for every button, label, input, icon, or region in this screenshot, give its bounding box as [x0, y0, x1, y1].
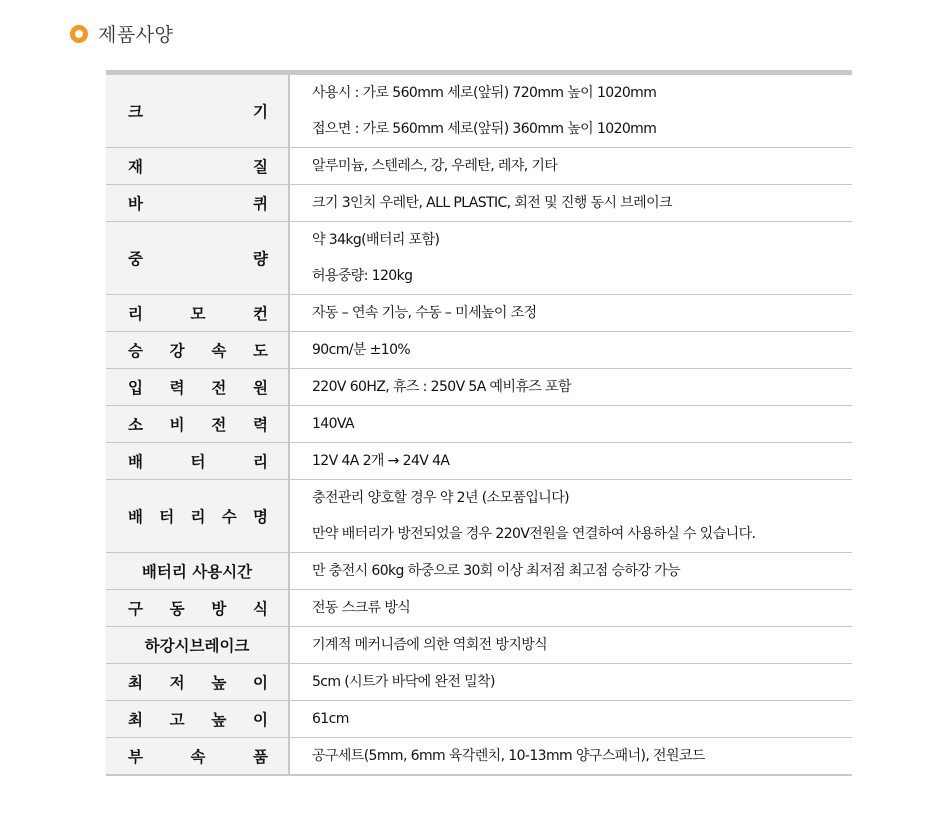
- spec-row: [106, 332, 852, 369]
- spec-label-cell: [106, 553, 289, 590]
- spec-value: 만약 배터리가 방전되었을 경우 220V전원을 연결하여 사용하실 수 있습니다.: [312, 526, 756, 542]
- spec-label-char: 크: [128, 103, 143, 121]
- spec-label-cell: [106, 627, 289, 664]
- spec-label-char: 중: [128, 250, 143, 268]
- spec-value-cell: [289, 443, 852, 480]
- spec-value: 공구세트(5mm, 6mm 육각렌치, 10-13mm 양구스패너), 전원코드: [312, 748, 705, 764]
- spec-label-char: 컨: [253, 305, 268, 323]
- spec-label-char: 강: [169, 342, 185, 360]
- spec-label-cell: [106, 148, 289, 185]
- spec-label: [106, 339, 288, 361]
- spec-label: 배터리 사용시간: [141, 563, 253, 581]
- spec-label-char: 바: [128, 195, 143, 213]
- spec-row: [106, 701, 852, 738]
- spec-row: [106, 73, 852, 148]
- spec-label-char: 품: [253, 748, 268, 766]
- spec-label-char: 터: [190, 453, 206, 471]
- spec-label: [106, 597, 288, 619]
- spec-label-char: 전: [211, 416, 227, 434]
- spec-value-cell: [289, 406, 852, 443]
- spec-row: [106, 148, 852, 185]
- spec-label-char: 배: [128, 508, 143, 526]
- spec-label-cell: [106, 185, 289, 222]
- spec-label-char: 식: [253, 600, 268, 618]
- spec-value-cell: [289, 332, 852, 369]
- spec-label-char: 고: [169, 711, 185, 729]
- spec-value-cell: [289, 627, 852, 664]
- circle-bullet-icon: [70, 25, 88, 43]
- spec-row: [106, 664, 852, 701]
- spec-label-cell: [106, 222, 289, 295]
- spec-label-char: 재: [128, 158, 143, 176]
- spec-value-cell: [289, 148, 852, 185]
- spec-label-char: 원: [253, 379, 268, 397]
- spec-value: 90cm/분 ±10%: [312, 342, 411, 358]
- spec-label-cell: [106, 664, 289, 701]
- spec-row: [106, 222, 852, 295]
- spec-label: [106, 745, 288, 767]
- spec-row: [106, 185, 852, 222]
- spec-value: 충전관리 양호할 경우 약 2년 (소모품입니다): [312, 490, 569, 506]
- spec-label-char: 터: [159, 508, 175, 526]
- spec-label-char: 이: [253, 674, 268, 692]
- spec-value: 약 34kg(배터리 포함): [312, 232, 440, 248]
- spec-label-char: 질: [253, 158, 268, 176]
- spec-label-char: 도: [253, 342, 268, 360]
- spec-label-cell: [106, 738, 289, 776]
- spec-value: 자동 – 연속 기능, 수동 – 미세높이 조정: [312, 305, 537, 321]
- spec-label-char: 승: [128, 342, 143, 360]
- spec-label-char: 구: [128, 600, 143, 618]
- spec-label-cell: [106, 73, 289, 148]
- spec-label: [106, 192, 288, 214]
- section-title: 제품사양: [98, 24, 174, 46]
- spec-label-char: 퀴: [253, 195, 268, 213]
- spec-row: [106, 627, 852, 664]
- spec-label-char: 최: [128, 711, 143, 729]
- spec-label: [106, 671, 288, 693]
- spec-label-char: 력: [253, 416, 268, 434]
- spec-value: 140VA: [312, 416, 354, 432]
- spec-label-char: 명: [253, 508, 268, 526]
- spec-value-cell: [289, 553, 852, 590]
- spec-row: [106, 553, 852, 590]
- spec-value-cell: [289, 369, 852, 406]
- spec-label-cell: [106, 701, 289, 738]
- spec-label-char: 속: [211, 342, 227, 360]
- spec-value: 220V 60HZ, 휴즈 : 250V 5A 예비휴즈 포함: [312, 379, 571, 395]
- spec-label-char: 이: [253, 711, 268, 729]
- spec-label-char: 리: [253, 453, 268, 471]
- spec-label: [106, 450, 288, 472]
- spec-value: 접으면 : 가로 560mm 세로(앞뒤) 360mm 높이 1020mm: [312, 121, 657, 137]
- spec-row: [106, 369, 852, 406]
- spec-label: [106, 505, 288, 527]
- section-header: [70, 20, 173, 47]
- spec-value-cell: [289, 701, 852, 738]
- spec-label-char: 비: [169, 416, 185, 434]
- spec-row: [106, 406, 852, 443]
- spec-value: 허용중량: 120kg: [312, 268, 413, 284]
- spec-row: [106, 295, 852, 332]
- spec-value-cell: [289, 222, 852, 295]
- spec-label-char: 입: [128, 379, 143, 397]
- spec-label-char: 전: [211, 379, 227, 397]
- spec-label: 하강시브레이크: [144, 637, 250, 655]
- spec-label-char: 소: [128, 416, 143, 434]
- spec-label-cell: [106, 590, 289, 627]
- spec-label-char: 기: [253, 103, 268, 121]
- spec-label-char: 리: [190, 508, 206, 526]
- spec-label-char: 수: [221, 508, 237, 526]
- spec-value-cell: [289, 738, 852, 776]
- spec-value-cell: [289, 480, 852, 553]
- spec-label: [106, 302, 288, 324]
- spec-label-cell: [106, 369, 289, 406]
- spec-label-char: 최: [128, 674, 143, 692]
- spec-value-cell: [289, 73, 852, 148]
- spec-label-cell: [106, 480, 289, 553]
- spec-value-cell: [289, 590, 852, 627]
- spec-label-char: 량: [253, 250, 268, 268]
- spec-label-char: 배: [128, 453, 143, 471]
- spec-label-cell: [106, 295, 289, 332]
- spec-label-char: 높: [211, 711, 227, 729]
- spec-label-char: 부: [128, 748, 143, 766]
- spec-label-char: 동: [169, 600, 185, 618]
- spec-label: [106, 247, 288, 269]
- spec-label-char: 리: [128, 305, 143, 323]
- spec-label-char: 방: [211, 600, 227, 618]
- spec-value: 61cm: [312, 711, 349, 727]
- spec-table: [106, 70, 852, 776]
- spec-label: [106, 376, 288, 398]
- spec-label-char: 모: [190, 305, 206, 323]
- spec-value: 사용시 : 가로 560mm 세로(앞뒤) 720mm 높이 1020mm: [312, 85, 657, 101]
- spec-label: [106, 413, 288, 435]
- spec-value-cell: [289, 185, 852, 222]
- spec-label-char: 속: [190, 748, 206, 766]
- spec-value: 5cm (시트가 바닥에 완전 밀착): [312, 674, 495, 690]
- spec-value-cell: [289, 664, 852, 701]
- spec-value: 크기 3인치 우레탄, ALL PLASTIC, 회전 및 진행 동시 브레이크: [312, 195, 672, 211]
- spec-value: 12V 4A 2개 → 24V 4A: [312, 453, 450, 469]
- spec-row: [106, 443, 852, 480]
- spec-label-cell: [106, 443, 289, 480]
- spec-value: 알루미늄, 스텐레스, 강, 우레탄, 레쟈, 기타: [312, 158, 558, 174]
- spec-row: [106, 590, 852, 627]
- spec-value: 기계적 메커니즘에 의한 역회전 방지방식: [312, 637, 548, 653]
- spec-value: 전동 스크류 방식: [312, 600, 411, 616]
- spec-value: 만 충전시 60kg 하중으로 30회 이상 최저점 최고점 승하강 가능: [312, 563, 681, 579]
- spec-label: [106, 100, 288, 122]
- spec-label-cell: [106, 332, 289, 369]
- spec-label-char: 저: [169, 674, 185, 692]
- spec-value-cell: [289, 295, 852, 332]
- spec-label-char: 력: [169, 379, 185, 397]
- spec-row: [106, 480, 852, 553]
- spec-label: [106, 708, 288, 730]
- spec-label-cell: [106, 406, 289, 443]
- spec-label-char: 높: [211, 674, 227, 692]
- spec-label: [106, 155, 288, 177]
- spec-row: [106, 738, 852, 776]
